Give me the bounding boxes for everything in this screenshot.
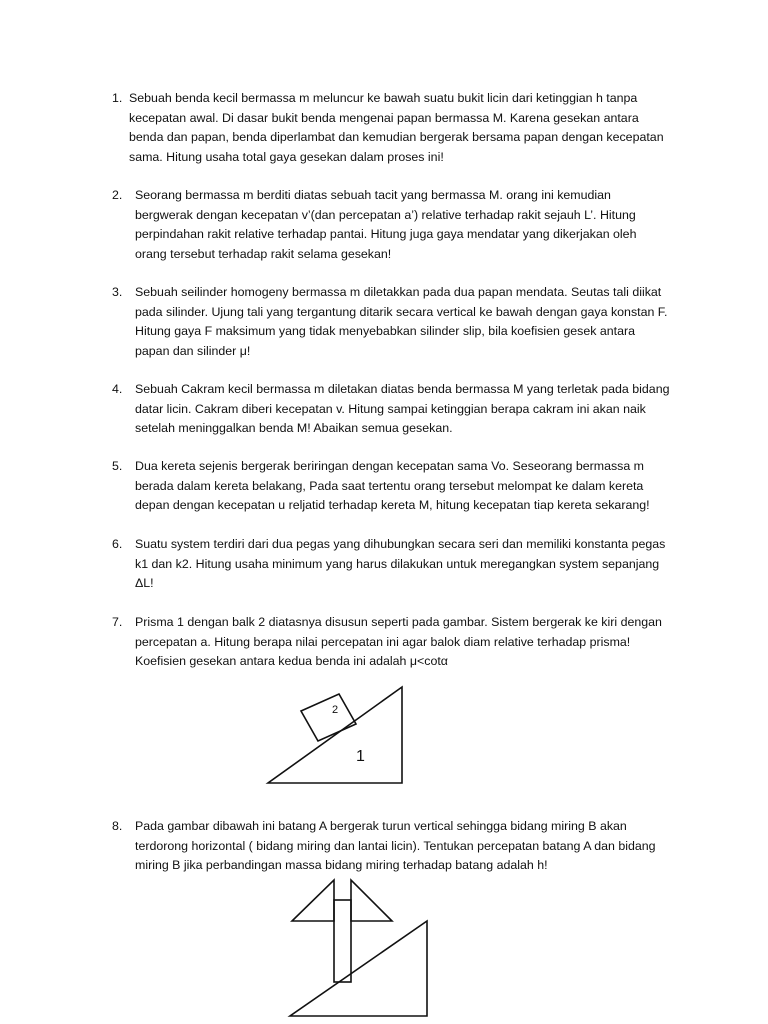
rod-a-left-triangle bbox=[292, 880, 334, 921]
question-number: 2. bbox=[112, 188, 123, 202]
question-text: Seorang bermassa m berditi diatas sebuah tacit yang bermassa M. orang ini kemudian bergwerak dengan kecepatan v’(dan percepatan a’) relative terhadap rakit sejauh L’. Hitung perpindahan rakit relative terhadap pantai. Hitung juga gaya mendatar yang dikerjakan oleh orang tersebut terhadap rakit selama gesekan! bbox=[135, 188, 637, 262]
question-number: 4. bbox=[112, 382, 123, 396]
question-number: 1. bbox=[112, 91, 123, 105]
question-3 bbox=[112, 283, 682, 362]
question-2 bbox=[112, 186, 682, 265]
question-5 bbox=[112, 457, 682, 516]
question-text: Sebuah Cakram kecil bermassa m diletakan diatas benda bermassa M yang terletak pada bidang datar licin. Cakram diberi kecepatan v. Hitung sampai ketinggian berapa cakram ini akan naik setelah meninggalkan benda M! Abaikan semua gesekan. bbox=[135, 382, 670, 436]
block-label: 2 bbox=[332, 704, 339, 716]
question-8 bbox=[112, 817, 682, 876]
question-text: Pada gambar dibawah ini batang A bergerak turun vertical sehingga bidang miring B akan terdorong horizontal ( bidang miring dan lantai licin). Tentukan percepatan batang A dan bidang miring B jika perbandingan massa bidang miring terhadap batang adalah h! bbox=[135, 819, 656, 873]
question-number: 8. bbox=[112, 819, 123, 833]
question-text: Sebuah benda kecil bermassa m meluncur ke bawah suatu bukit licin dari ketinggian h tanpa kecepatan awal. Di dasar bukit benda mengenai papan bermassa M. Karena gesekan antara benda dan papan, benda diperlambat dan kemudian bergerak bersama papan dengan kecepatan sama. Hitung usaha total gaya gesekan dalam proses ini! bbox=[129, 91, 664, 165]
inclined-plane-b bbox=[290, 921, 427, 1016]
question-text: Sebuah seilinder homogeny bermassa m diletakkan pada dua papan mendata. Seutas tali diikat pada silinder. Ujung tali yang tergantung ditarik secara vertical ke bawah dengan gaya konstan F. Hitung gaya F maksimum yang tidak menyebabkan silinder slip, bila koefisien gesek antara papan dan silinder μ! bbox=[135, 285, 668, 359]
question-text: Suatu system terdiri dari dua pegas yang dihubungkan secara seri dan memiliki konstanta pegas k1 dan k2. Hitung usaha minimum yang harus dilakukan untuk meregangkan system sepanjang ΔL! bbox=[135, 537, 666, 591]
rod-a bbox=[334, 900, 351, 982]
question-6 bbox=[112, 535, 682, 594]
rod-a-right-triangle bbox=[351, 880, 392, 921]
prism-1 bbox=[268, 687, 402, 783]
question-number: 5. bbox=[112, 459, 123, 473]
question-text: Dua kereta sejenis bergerak beriringan dengan kecepatan sama Vo. Seseorang bermassa m berada dalam kereta belakang, Pada saat tertentu orang tersebut melompat ke dalam kereta depan dengan kecepatan u reljatid terhadap kereta M, hitung kecepatan tiap kereta sekarang! bbox=[135, 459, 650, 513]
question-text: Prisma 1 dengan balk 2 diatasnya disusun seperti pada gambar. Sistem bergerak ke kiri dengan percepatan a. Hitung berapa nilai percepatan ini agar balok diam relative terhadap prisma! Koefisien gesekan antara kedua benda ini adalah μ<cotα bbox=[135, 615, 662, 669]
question-1 bbox=[112, 89, 682, 168]
question-7 bbox=[112, 613, 682, 672]
question-number: 3. bbox=[112, 285, 123, 299]
question-number: 6. bbox=[112, 537, 123, 551]
question-4 bbox=[112, 380, 682, 439]
question-number: 7. bbox=[112, 615, 123, 629]
block-2 bbox=[301, 694, 356, 741]
prism-label: 1 bbox=[356, 748, 365, 765]
